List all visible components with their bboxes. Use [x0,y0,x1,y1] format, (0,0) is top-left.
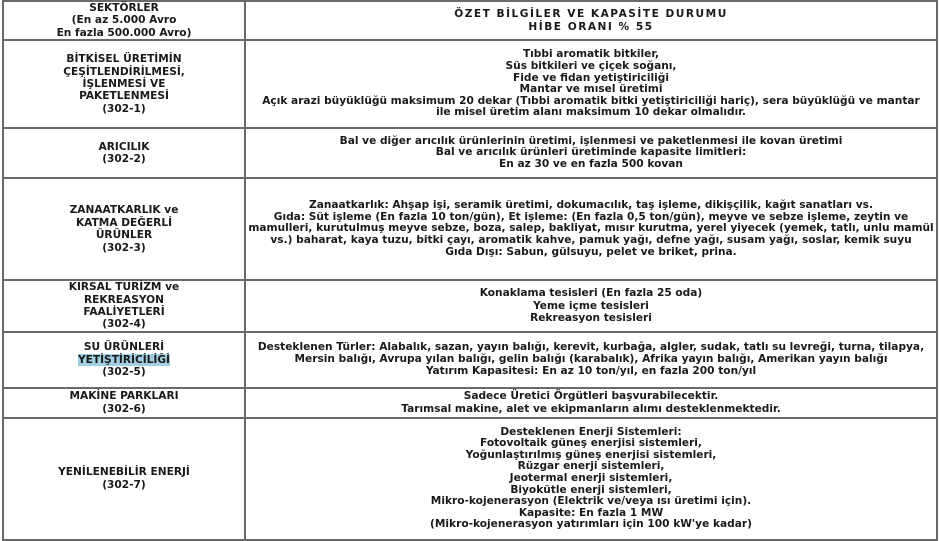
sector-line: ARICILIK [98,140,150,153]
detail-line: Bal ve diğer arıcılık ürünlerinin üretimi, işlenmesi ve paketlenmesi ile kovan üretimi [339,134,843,147]
sector-cell [3,40,245,128]
header-row [3,1,937,40]
highlighted-text: YETİŞTİRİCİLİĞİ [77,353,171,366]
table-row [3,280,937,332]
sector-line-wrapper [6,354,242,366]
detail-line: Desteklenen Türler: Alabalık, sazan, yayın balığı, kerevit, kurbağa, algler, sudak, tatlı su levreği, turna, tilapya, Mersin balığı, Avrupa yılan balığı, gelin balığı (karabalık), Afrika yayın balığı, Amerikan yayın balığı [257,341,925,366]
detail-line: Gıda Dışı: Sabun, gülsuyu, pelet ve briket, prina. [445,245,737,258]
detail-line: Açık arazi büyüklüğü maksimum 20 dekar (Tıbbi aromatik bitki yetiştiriciliği hariç), sera büyüklüğü ve mantar ile misel üretim alanı maksimum 10 dekar olmalıdır. [262,94,920,119]
sector-line: BİTKİSEL ÜRETİMİN [66,53,182,66]
min-amount: (En az 5.000 Avro [71,14,177,27]
sector-code: (302-1) [102,102,146,115]
table-row [3,178,937,280]
sector-line: İŞLENMESİ VE [82,78,166,91]
detail-cell [245,128,937,178]
table-row [3,128,937,178]
summary-table [2,0,938,541]
sector-code: (302-7) [102,478,146,491]
grant-rate: HİBE ORANI % 55 [528,20,654,33]
sector-line: MAKİNE PARKLARI [69,390,179,403]
detail-cell [245,418,937,540]
detail-line: Sadece Üretici Örgütleri başvurabilecektir. [463,390,719,403]
sector-cell [3,178,245,280]
detail-line: Bal ve arıcılık ürünleri üretiminde kapasite limitleri: [435,146,747,159]
sector-line: KATMA DEĞERLİ [75,216,173,229]
sector-label: SEKTÖRLER [89,2,159,14]
detail-line: Gıda: Süt işleme (En fazla 10 ton/gün), Et işleme: (En fazla 0,5 ton/gün), meyve ve sebze işleme, zeytin ve mamulleri, kurutulmuş meyve sebze, boza, salep, bakliyat, mısır kurutma, yerel yiyecek (yemek, tatlı, unlu mamül vs.) baharat, kaya tuzu, bitki çayı, aromatik kahve, pamuk yağı, defne yağı, susam yağı, soslar, kemik suyu [248,210,934,247]
table-row [3,40,937,128]
detail-cell [245,178,937,280]
detail-line: Fotovoltaik güneş enerjisi sistemleri, [480,437,702,450]
detail-line: Rekreasyon tesisleri [530,312,652,325]
sector-cell [3,388,245,418]
sector-line: ÜRÜNLER [95,229,153,242]
detail-line: Yeme içme tesisleri [533,299,649,312]
detail-line: Yatırım Kapasitesi: En az 10 ton/yıl, en fazla 200 ton/yıl [425,364,757,377]
detail-cell [245,332,937,388]
table-row [3,388,937,418]
sector-code: (302-3) [102,241,146,254]
sector-header-cell [3,1,245,40]
sector-line: KIRSAL TURİZM ve [68,281,180,294]
title-header-cell [245,1,937,40]
sector-line: SU ÜRÜNLERİ [83,341,165,354]
sector-line: FAALİYETLERİ [83,306,165,319]
detail-line: Yoğunlaştırılmış güneş enerjisi sistemleri, [465,448,717,461]
detail-line: Fide ve fidan yetiştiriciliği [513,71,669,84]
table-row [3,418,937,540]
detail-line: Tarımsal makine, alet ve ekipmanların alımı desteklenmektedir. [401,402,781,415]
detail-line: Tıbbi aromatik bitkiler, [522,48,660,61]
max-amount: En fazla 500.000 Avro) [56,26,192,39]
sector-cell [3,128,245,178]
sector-line: YENİLENEBİLİR ENERJİ [58,466,190,479]
sector-code: (302-6) [102,402,146,415]
detail-line: Biyokütle enerji sistemleri, [510,483,672,496]
sector-code: (302-5) [102,366,146,379]
sector-code: (302-4) [102,318,146,331]
detail-line: Kapasite: En fazla 1 MW [518,506,664,519]
sector-cell [3,280,245,332]
detail-line: Konaklama tesisleri (En fazla 25 oda) [479,287,703,300]
detail-line: Zanaatkarlık: Ahşap işi, seramik üretimi, dokumacılık, taş işleme, dikişçilik, kağıt sanatları vs. [309,199,873,212]
detail-line: En az 30 ve en fazla 500 kovan [499,158,683,171]
sector-code: (302-2) [102,153,146,166]
table-row [3,332,937,388]
sector-cell [3,418,245,540]
sector-line: REKREASYON [84,293,164,306]
detail-line: (Mikro-kojenerasyon yatırımları için 100 kW'ye kadar) [430,518,752,531]
sector-line: ÇEŞİTLENDİRİLMESİ, [63,65,185,78]
detail-line: Mikro-kojenerasyon (Elektrik ve/veya ısı üretimi için). [430,495,752,508]
sector-cell [3,332,245,388]
detail-cell [245,388,937,418]
detail-line: Rüzgar enerji sistemleri, [517,460,665,473]
sector-line: ZANAATKARLIK ve [69,204,179,217]
detail-line: Süs bitkileri ve çiçek soğanı, [505,60,677,73]
sector-line: PAKETLENMESİ [79,90,169,103]
detail-line: Jeotermal enerji sistemleri, [509,472,673,485]
page-title: ÖZET BİLGİLER VE KAPASİTE DURUMU [454,8,728,21]
detail-line: Mantar ve mısel üretimi [519,83,663,96]
detail-line: Desteklenen Enerji Sistemleri: [500,425,682,438]
detail-cell [245,280,937,332]
detail-cell [245,40,937,128]
